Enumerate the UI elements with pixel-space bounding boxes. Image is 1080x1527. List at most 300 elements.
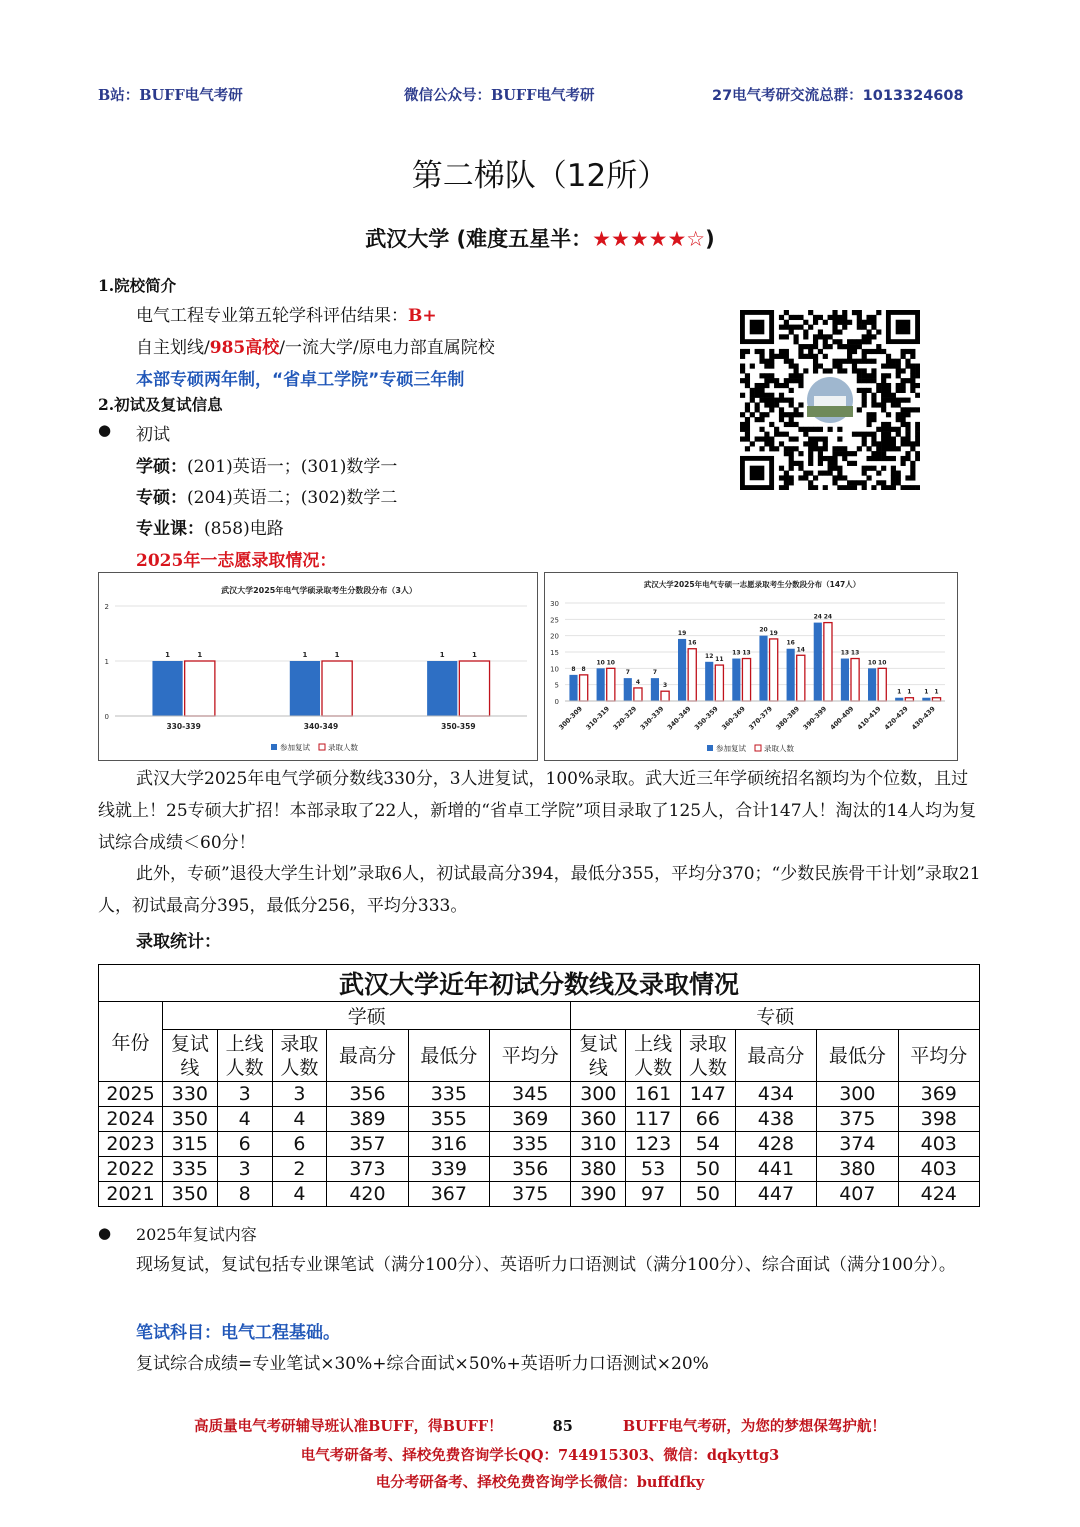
qr-module (842, 315, 847, 320)
qr-module (862, 334, 867, 339)
qr-module (769, 402, 774, 407)
qr-module (905, 485, 910, 490)
qr-module (896, 402, 901, 407)
qr-module (852, 451, 857, 456)
qr-module (779, 417, 784, 422)
bar-admitted (688, 649, 696, 701)
qr-module (886, 412, 891, 417)
qr-code-image (740, 310, 920, 490)
qr-module (886, 456, 891, 461)
qr-code-graphic (740, 310, 920, 490)
qr-module (784, 378, 789, 383)
qr-module (759, 398, 764, 403)
qr-module (808, 471, 813, 476)
qr-module (862, 368, 867, 373)
qr-module (769, 373, 774, 378)
qr-module (896, 398, 901, 403)
data-label: 10 (867, 659, 877, 667)
data-label: 8 (581, 665, 586, 673)
qr-module (818, 436, 823, 441)
table-cell: 117 (626, 1107, 681, 1132)
qr-module (896, 446, 901, 451)
table-cell: 54 (680, 1132, 735, 1157)
qr-module (798, 383, 803, 388)
qr-module (794, 368, 799, 373)
qr-module (901, 407, 906, 412)
qr-module (901, 383, 906, 388)
qr-module (832, 456, 837, 461)
qr-module (852, 344, 857, 349)
qr-module (798, 451, 803, 456)
chushi-label: 初试 (136, 425, 170, 445)
qr-module (910, 446, 915, 451)
qr-module (745, 402, 750, 407)
bar-retest (569, 675, 577, 701)
qr-module (784, 310, 789, 315)
bar-retest (427, 661, 457, 716)
qr-module (818, 451, 823, 456)
header-bilibili: B站：BUFF电气考研 (98, 87, 243, 104)
x-tick-label: 380-389 (774, 704, 802, 732)
y-tick-label: 0 (554, 698, 559, 706)
qr-module (784, 412, 789, 417)
qr-module (789, 359, 794, 364)
data-label: 12 (705, 652, 714, 660)
qr-module (857, 388, 862, 393)
qr-module (862, 325, 867, 330)
eval-value: B+ (408, 306, 437, 326)
qr-module (808, 436, 813, 441)
qr-module (901, 412, 906, 417)
qr-module (871, 485, 876, 490)
table-cell: 339 (408, 1157, 489, 1182)
qr-module (881, 388, 886, 393)
qr-module (837, 475, 842, 480)
qr-module (832, 461, 837, 466)
qr-module (896, 388, 901, 393)
table-cell: 375 (490, 1182, 571, 1207)
footer-slogan-left: 高质量电气考研辅导班认准BUFF，得BUFF！ (194, 1418, 503, 1435)
chart-xueshuo (98, 572, 538, 761)
qr-module (857, 373, 862, 378)
qr-module (896, 412, 901, 417)
qr-module (779, 393, 784, 398)
qr-module (755, 436, 760, 441)
qr-module (910, 475, 915, 480)
qr-module (842, 368, 847, 373)
qr-module (862, 432, 867, 437)
qr-module (852, 364, 857, 369)
qr-module (857, 344, 862, 349)
qr-module (891, 393, 896, 398)
qr-module (871, 334, 876, 339)
qr-module (910, 466, 915, 471)
bar-admitted (824, 623, 832, 701)
zhuanshuo-value: (204)英语二；(302)数学二 (187, 488, 398, 508)
table-cell: 403 (898, 1132, 979, 1157)
qr-module (881, 436, 886, 441)
qr-module (915, 485, 920, 490)
difficulty-stars: ★★★★★☆ (592, 227, 706, 251)
qr-module (784, 325, 789, 330)
qr-module (818, 364, 823, 369)
qr-module (891, 402, 896, 407)
qr-module (891, 456, 896, 461)
qr-module (881, 432, 886, 437)
qr-module (828, 456, 833, 461)
qr-module (866, 315, 871, 320)
qr-module (896, 475, 901, 480)
qr-module (881, 364, 886, 369)
qr-module (823, 436, 828, 441)
qr-module (915, 368, 920, 373)
qr-module (857, 359, 862, 364)
qr-module (901, 422, 906, 427)
qr-module (808, 349, 813, 354)
qr-module (764, 432, 769, 437)
header-wechat: 微信公众号：BUFF电气考研 (404, 87, 595, 104)
x-tick-label: 350-359 (441, 722, 476, 731)
qr-module (813, 427, 818, 432)
qr-module (881, 398, 886, 403)
qr-module (852, 480, 857, 485)
qr-module (881, 466, 886, 471)
qr-module (891, 436, 896, 441)
qr-module (881, 383, 886, 388)
qr-module (857, 368, 862, 373)
data-label: 19 (677, 629, 687, 637)
qr-module (798, 344, 803, 349)
qr-module (862, 378, 867, 383)
qr-module (813, 339, 818, 344)
qr-module (852, 310, 857, 315)
qr-module (832, 315, 837, 320)
school-tags (136, 333, 495, 358)
qr-module (857, 432, 862, 437)
retest-content-text: 现场复试，复试包括专业课笔试（满分100分）、英语听力口语测试（满分100分）、综合面试（满分100分）。 (136, 1255, 956, 1275)
qr-module (837, 320, 842, 325)
difficulty-prefix: (难度五星半： (449, 227, 593, 251)
qr-module (774, 383, 779, 388)
qr-module (803, 471, 808, 476)
qr-module (876, 344, 881, 349)
qr-module (803, 344, 808, 349)
qr-module (832, 329, 837, 334)
qr-module (764, 393, 769, 398)
qr-module (866, 373, 871, 378)
qr-module (750, 393, 755, 398)
table-header-zhuanshuo-avg-score: 平均分 (898, 1030, 979, 1082)
qr-module (905, 407, 910, 412)
table-cell: 97 (626, 1182, 681, 1207)
qr-module (818, 461, 823, 466)
qr-module (837, 427, 842, 432)
qr-module (764, 441, 769, 446)
qr-module (886, 398, 891, 403)
table-cell: 360 (571, 1107, 626, 1132)
qr-module (745, 446, 750, 451)
section-heading-intro: 1.院校简介 (98, 276, 177, 295)
qr-module (876, 310, 881, 315)
qr-module (910, 485, 915, 490)
table-cell: 50 (680, 1157, 735, 1182)
qr-module (891, 446, 896, 451)
data-label: 16 (786, 639, 795, 647)
qr-module (764, 398, 769, 403)
retest-subject: 笔试科目：电气工程基础。 (136, 1323, 340, 1343)
qr-module (745, 417, 750, 422)
data-label: 7 (625, 669, 630, 677)
qr-module (842, 485, 847, 490)
qr-module (901, 461, 906, 466)
qr-module (910, 349, 915, 354)
qr-module (886, 388, 891, 393)
qr-module (750, 412, 755, 417)
retest-formula: 复试综合成绩=专业笔试×30%+综合面试×50%+英语听力口语测试×20% (136, 1354, 709, 1374)
qr-module (832, 325, 837, 330)
qr-module (901, 368, 906, 373)
bar-admitted (878, 668, 886, 701)
qr-module (896, 359, 901, 364)
table-header-xueshuo-admitted-count: 录取 人数 (272, 1030, 327, 1082)
qr-module (862, 354, 867, 359)
qr-module (881, 427, 886, 432)
qr-module (886, 422, 891, 427)
qr-module (852, 485, 857, 490)
qr-module (789, 451, 794, 456)
qr-module (779, 432, 784, 437)
table-cell: 2 (272, 1157, 327, 1182)
qr-module (886, 354, 891, 359)
data-label: 16 (688, 639, 697, 647)
qr-module (798, 427, 803, 432)
qr-module (896, 480, 901, 485)
qr-module (891, 364, 896, 369)
qr-module (915, 422, 920, 427)
qr-module (789, 456, 794, 461)
qr-module (808, 427, 813, 432)
qr-module (871, 393, 876, 398)
qr-module (813, 344, 818, 349)
table-cell: 428 (735, 1132, 816, 1157)
qr-module (779, 354, 784, 359)
table-header-zhuanshuo-retest-line: 复试 线 (571, 1030, 626, 1082)
zhuanshuo-subjects (136, 483, 397, 508)
table-header-zhuanshuo-max-score: 最高分 (735, 1030, 816, 1082)
x-tick-label: 400-409 (828, 704, 856, 732)
qr-module (896, 432, 901, 437)
y-tick-label: 25 (550, 616, 559, 625)
qr-module (745, 373, 750, 378)
bar-admitted (185, 661, 215, 716)
legend-label-admitted: 录取人数 (328, 743, 358, 752)
data-label: 11 (715, 656, 724, 664)
qr-module (910, 471, 915, 476)
qr-module (818, 329, 823, 334)
qr-module (808, 461, 813, 466)
qr-module (798, 402, 803, 407)
qr-module (886, 373, 891, 378)
qr-module (784, 446, 789, 451)
data-label: 13 (840, 649, 850, 657)
qr-module (803, 368, 808, 373)
qr-module (779, 441, 784, 446)
qr-module (789, 315, 794, 320)
summary-paragraph-2 (98, 858, 982, 922)
qr-finder-core (750, 466, 765, 481)
section-heading-exam: 2.初试及复试信息 (98, 395, 223, 414)
bar-retest (705, 662, 713, 701)
summary-paragraph-2-text: 此外，专硕”退役大学生计划”录取6人，初试最高分394，最低分355，平均分370；“少数民族骨干计划”录取21人，初试最高分395，最低分256，平均分333。 (98, 864, 981, 916)
chart-title: 武汉大学2025年电气专硕一志愿录取考生分数段分布（147人） (643, 580, 861, 589)
qr-module (774, 398, 779, 403)
qr-module (871, 412, 876, 417)
table-row (99, 1132, 980, 1157)
qr-module (871, 378, 876, 383)
qr-module (871, 315, 876, 320)
x-tick-label: 340-349 (303, 722, 339, 731)
table-cell: 147 (680, 1082, 735, 1107)
table-cell: 447 (735, 1182, 816, 1207)
qr-module (789, 402, 794, 407)
zhuanyeke-label: 专业课： (136, 519, 204, 539)
qr-module (852, 368, 857, 373)
qr-module (876, 471, 881, 476)
qr-module (764, 378, 769, 383)
data-label: 1 (897, 688, 902, 696)
table-header-xueshuo-min-score: 最低分 (408, 1030, 489, 1082)
xueshuo-label: 学硕： (136, 457, 187, 477)
table-cell: 3 (272, 1082, 327, 1107)
qr-module (866, 475, 871, 480)
qr-module (779, 325, 784, 330)
qr-module (755, 393, 760, 398)
bar-retest (290, 661, 320, 716)
qr-module (808, 480, 813, 485)
qr-module (857, 446, 862, 451)
qr-module (764, 359, 769, 364)
qr-module (755, 383, 760, 388)
tags-pre: 自主划线/ (136, 338, 210, 358)
bullet-icon: ● (98, 421, 112, 439)
qr-module (832, 480, 837, 485)
qr-module (779, 349, 784, 354)
qr-finder-core (750, 320, 765, 335)
qr-module (813, 334, 818, 339)
qr-module (808, 451, 813, 456)
table-cell: 6 (272, 1132, 327, 1157)
qr-module (784, 475, 789, 480)
qr-module (745, 378, 750, 383)
qr-module (901, 436, 906, 441)
qr-module (881, 407, 886, 412)
qr-module (769, 422, 774, 427)
qr-module (740, 349, 745, 354)
bar-retest (152, 661, 182, 716)
bar-retest (732, 659, 740, 701)
qr-module (871, 373, 876, 378)
qr-module (896, 417, 901, 422)
qr-module (886, 432, 891, 437)
qr-module (803, 432, 808, 437)
qr-module (789, 364, 794, 369)
qr-module (901, 388, 906, 393)
qr-module (784, 471, 789, 476)
qr-module (915, 441, 920, 446)
qr-module (910, 378, 915, 383)
table-cell: 441 (735, 1157, 816, 1182)
qr-module (759, 446, 764, 451)
qr-module (891, 480, 896, 485)
qr-module (910, 441, 915, 446)
table-cell: 335 (490, 1132, 571, 1157)
qr-module (896, 364, 901, 369)
qr-module (857, 310, 862, 315)
qr-module (905, 349, 910, 354)
bar-admitted (715, 665, 723, 701)
table-cell: 356 (490, 1157, 571, 1182)
qr-module (871, 432, 876, 437)
qr-module (842, 325, 847, 330)
data-label: 20 (759, 626, 768, 634)
qr-module (740, 427, 745, 432)
qr-module (905, 427, 910, 432)
qr-module (866, 359, 871, 364)
qr-module (891, 398, 896, 403)
data-label: 1 (472, 651, 477, 659)
qr-module (886, 427, 891, 432)
qr-module (798, 325, 803, 330)
zhuanyeke-value: (858)电路 (204, 519, 284, 539)
table-header-zhuanshuo-min-score: 最低分 (817, 1030, 898, 1082)
table-cell: 4 (217, 1107, 272, 1132)
qr-module (794, 315, 799, 320)
qr-module (828, 334, 833, 339)
qr-module (871, 402, 876, 407)
tags-985: 985高校 (209, 338, 280, 358)
qr-module (901, 349, 906, 354)
table-cell: 403 (898, 1157, 979, 1182)
qr-module (755, 349, 760, 354)
qr-module (784, 320, 789, 325)
qr-module (803, 334, 808, 339)
qr-module (779, 466, 784, 471)
table-cell: 315 (163, 1132, 218, 1157)
qr-module (750, 388, 755, 393)
qr-module (832, 446, 837, 451)
qr-module (759, 393, 764, 398)
y-tick-label: 15 (550, 649, 559, 657)
qr-module (789, 378, 794, 383)
qr-module (794, 339, 799, 344)
table-cell: 369 (898, 1082, 979, 1107)
qr-module (779, 383, 784, 388)
bar-retest (841, 659, 849, 701)
qr-module (886, 359, 891, 364)
x-tick-label: 350-359 (692, 704, 720, 732)
qr-module (866, 334, 871, 339)
y-tick-label: 1 (104, 658, 109, 666)
qr-module (774, 432, 779, 437)
qr-module (794, 364, 799, 369)
qr-module (842, 451, 847, 456)
qr-module (837, 329, 842, 334)
data-label: 24 (813, 613, 822, 621)
qr-module (740, 422, 745, 427)
qr-module (774, 354, 779, 359)
qr-module (910, 368, 915, 373)
qr-module (803, 329, 808, 334)
